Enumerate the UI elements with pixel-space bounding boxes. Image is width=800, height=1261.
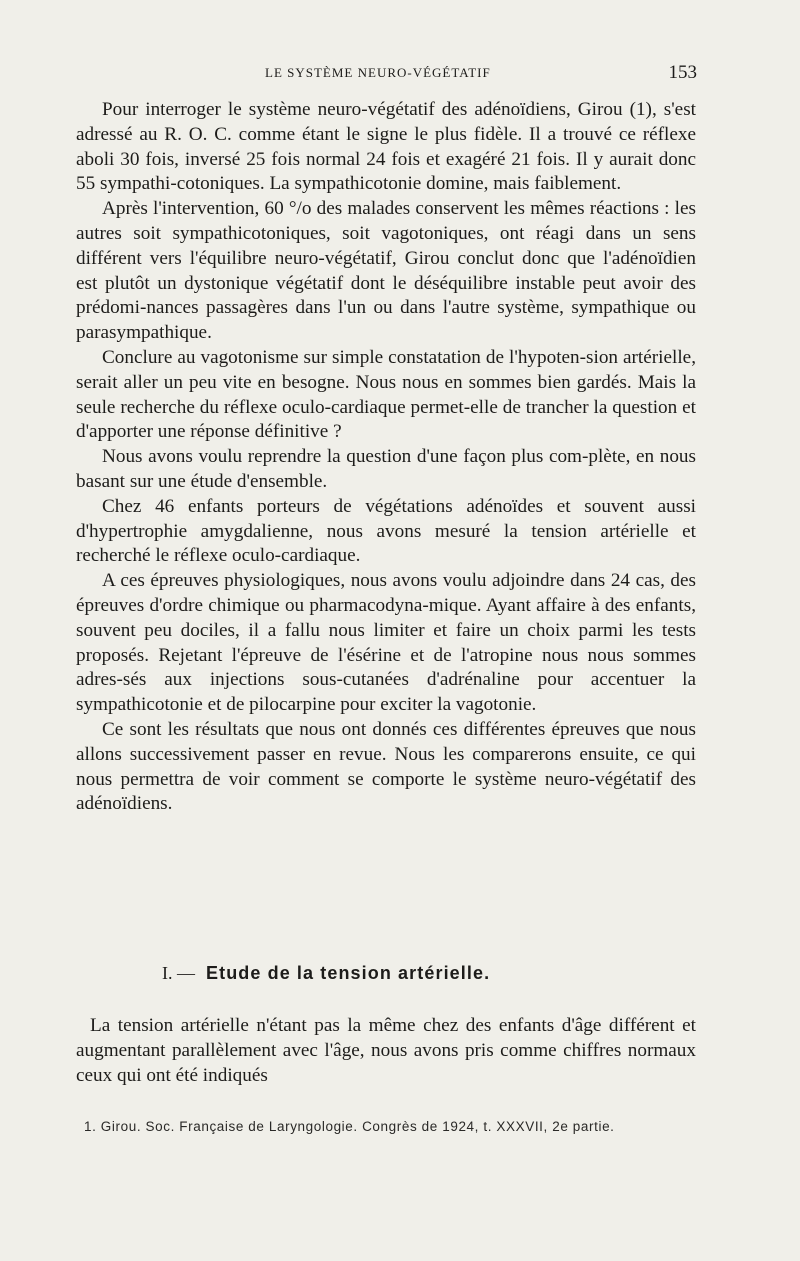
paragraph: A ces épreuves physiologiques, nous avons voulu adjoindre dans 24 cas, des épreuves d'ordre chimique ou pharmacodyna-mique. Ayant affaire à des enfants, souvent peu dociles, il a fallu nous limiter et faire un choix parmi les tests proposés. Rejetant l'épreuve de l'ésérine et de l'atropine nous nous sommes adres-sés aux injections sous-cutanées d'adrénaline pour accentuer la sympathicotonie et de pilocarpine pour exciter la vagotonie. <box>76 570 696 716</box>
footnote-text: 1. Girou. Soc. Française de Laryngologie. Congrès de 1924, t. XXXVII, 2e partie. <box>84 1119 615 1134</box>
footnote <box>68 1118 696 1135</box>
running-head <box>75 62 695 86</box>
paragraph: Pour interroger le système neuro-végétatif des adénoïdiens, Girou (1), s'est adressé au R. O. C. comme étant le signe le plus fidèle. Il a trouvé ce réflexe aboli 30 fois, inversé 25 fois normal 24 fois et exagéré 21 fois. Il y aurait donc 55 sympathi-cotoniques. La sympathicotonie domine, mais faiblement. <box>76 99 696 195</box>
page-number: 153 <box>668 62 697 83</box>
paragraph: Après l'intervention, 60 °/o des malades conservent les mêmes réactions : les autres soit sympathicotoniques, soit vagotoniques, ont réagi dans un sens différent vers l'équilibre neuro-végétatif, Girou conclut donc que l'adénoïdien est plutôt un dystonique végétatif dont le déséquilibre instable peut avoir des prédomi-nances passagères dans l'un ou dans l'autre système, sympathique ou parasympathique. <box>76 198 696 344</box>
paragraph: Conclure au vagotonisme sur simple constatation de l'hypoten-sion artérielle, serait aller un peu vite en besogne. Nous nous en sommes bien gardés. Mais la seule recherche du réflexe oculo-cardiaque permet-elle de trancher la question et d'apporter une réponse définitive ? <box>76 346 696 443</box>
section-body-text <box>76 1013 696 1088</box>
main-body-text <box>76 98 696 817</box>
section-heading <box>162 963 622 984</box>
paragraph: La tension artérielle n'étant pas la même chez des enfants d'âge différent et augmentant parallèlement avec l'âge, nous avons pris comme chiffres normaux ceux qui ont été indiqués <box>76 1015 696 1086</box>
paragraph: Nous avons voulu reprendre la question d'une façon plus com-plète, en nous basant sur une étude d'ensemble. <box>76 446 696 492</box>
paragraph: Chez 46 enfants porteurs de végétations adénoïdes et souvent aussi d'hypertrophie amygdalienne, nous avons mesuré la tension artérielle et recherché le réflexe oculo-cardiaque. <box>76 495 696 567</box>
running-title: LE SYSTÈME NEURO-VÉGÉTATIF <box>265 65 491 80</box>
section-number: I. — <box>162 963 195 983</box>
paragraph: Ce sont les résultats que nous ont donnés ces différentes épreuves que nous allons successivement passer en revue. Nous les comparerons ensuite, ce qui nous permettra de voir comment se comporte le système neuro-végétatif des adénoïdiens. <box>76 718 696 815</box>
section-title: Etude de la tension artérielle. <box>206 963 491 983</box>
